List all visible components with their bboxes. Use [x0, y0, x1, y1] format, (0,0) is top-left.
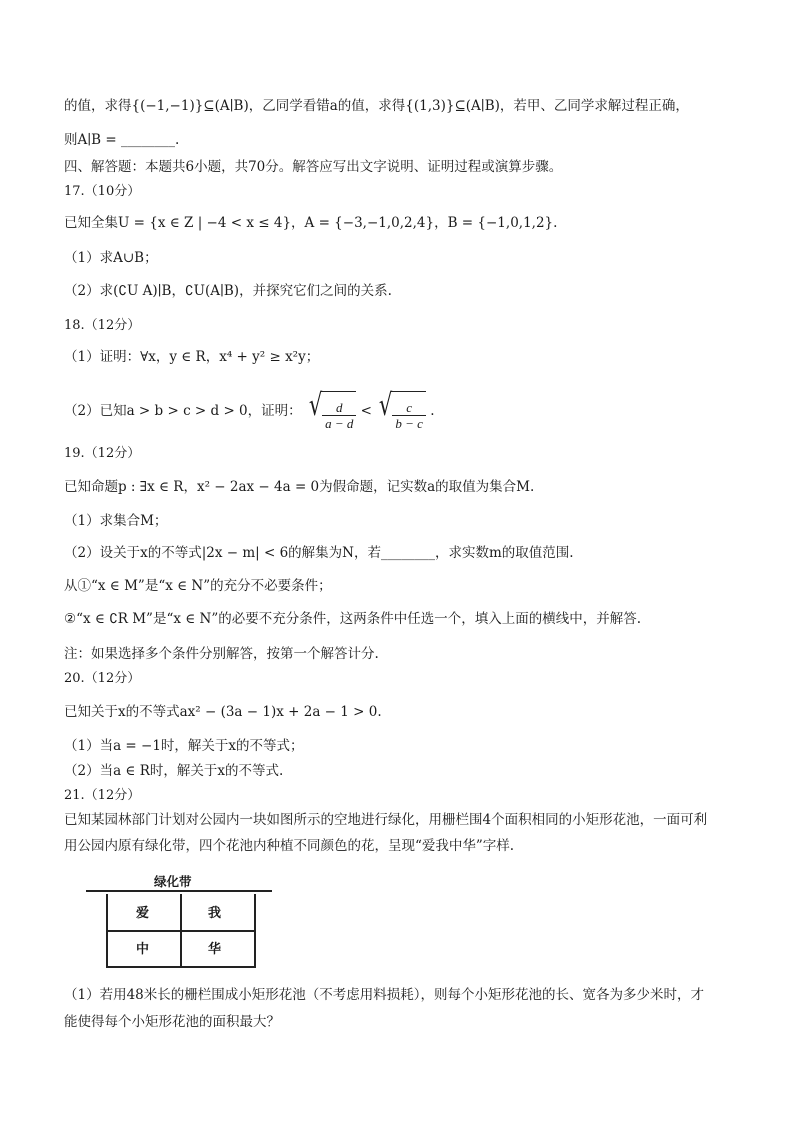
cell-bottom-left: 中	[136, 942, 150, 957]
fraction-1-denominator: a − d	[325, 416, 354, 431]
green-belt-label: 绿化带	[154, 874, 192, 889]
q21-stem-line-2: 用公园内原有绿化带，四个花池内种植不同颜色的花，呈现“爱我中华”字样.	[64, 838, 515, 854]
q19-note: 注：如果选择多个条件分别解答，按第一个解答计分.	[64, 646, 379, 662]
q19-part1: （1）求集合M；	[64, 513, 168, 529]
q21-stem-line-1: 已知某园林部门计划对公园内一块如图所示的空地进行绿化，用栅栏围4个面积相同的小矩形花池，一面可利	[64, 812, 708, 828]
q20-part1: （1）当a = −1时，解关于x的不等式；	[64, 738, 304, 754]
q18-heading: 18.（12分）	[64, 318, 141, 333]
radical-sign-icon: √	[308, 388, 323, 423]
flower-bed-diagram	[84, 872, 274, 972]
q18-part2	[64, 386, 435, 437]
q18-part2-prefix: （2）已知a > b > c > d > 0，证明：	[64, 403, 302, 419]
cell-bottom-right: 华	[208, 942, 222, 957]
sqrt-expression-2	[376, 386, 426, 437]
cell-top-right: 我	[208, 906, 222, 921]
q21-heading: 21.（12分）	[64, 788, 141, 803]
q17-part1: （1）求A∪B；	[64, 250, 158, 266]
prev-question-line-1: 的值，求得{(−1,−1)}⊆(A∣B)，乙同学看错a的值，求得{(1,3)}⊆(A∣B)，若甲、乙同学求解过程正确，	[64, 98, 689, 114]
fraction-1	[322, 400, 356, 431]
radical-sign-icon: √	[379, 388, 393, 423]
fraction-1-numerator: d	[322, 400, 356, 416]
q18-part2-suffix: .	[430, 403, 435, 419]
fraction-2	[392, 400, 426, 431]
flower-bed-grid	[106, 894, 256, 968]
fraction-2-numerator: c	[392, 400, 426, 416]
prev-question-line-2: 则A∣B = ________.	[64, 132, 180, 148]
less-than-sign: <	[360, 403, 372, 419]
horizontal-divider	[108, 930, 254, 932]
section-4-heading: 四、解答题：本题共6小题，共70分。解答应写出文字说明、证明过程或演算步骤。	[64, 159, 563, 175]
cell-top-left: 爱	[136, 906, 150, 921]
q17-heading: 17.（10分）	[64, 184, 141, 199]
q20-heading: 20.（12分）	[64, 671, 141, 686]
sqrt-expression-1	[306, 386, 356, 437]
q21-part1-line-2: 能使得每个小矩形花池的面积最大？	[64, 1014, 280, 1030]
q20-part2: （2）当a ∈ R时，解关于x的不等式.	[64, 763, 284, 779]
fraction-2-denominator: b − c	[395, 416, 423, 431]
q20-stem: 已知关于x的不等式ax² − (3a − 1)x + 2a − 1 > 0.	[64, 704, 382, 720]
q19-option-1: 从①“x ∈ M”是“x ∈ N”的充分不必要条件；	[64, 578, 332, 594]
q19-option-2: ②“x ∈ ∁R M”是“x ∈ N”的必要不充分条件，这两条件中任选一个，填入上面的横线中，并解答.	[64, 611, 642, 627]
q19-stem: 已知命题p : ∃x ∈ R，x² − 2ax − 4a = 0为假命题，记实数a的取值为集合M.	[64, 479, 535, 495]
q18-part1: （1）证明：∀x，y ∈ R，x⁴ + y² ≥ x²y；	[64, 349, 320, 365]
green-belt-line	[86, 890, 272, 892]
q19-heading: 19.（12分）	[64, 446, 141, 461]
q17-stem: 已知全集U = {x ∈ Z | −4 < x ≤ 4}，A = {−3,−1,0,2,4}，B = {−1,0,1,2}.	[64, 215, 558, 231]
q21-part1-line-1: （1）若用48米长的栅栏围成小矩形花池（不考虑用料损耗），则每个小矩形花池的长、宽各为多少米时，才	[64, 987, 705, 1003]
q19-part2: （2）设关于x的不等式|2x − m| < 6的解集为N，若________，求实数m的取值范围.	[64, 545, 574, 561]
q17-part2: （2）求(∁U A)∣B，∁U(A∣B)，并探究它们之间的关系.	[64, 283, 392, 299]
